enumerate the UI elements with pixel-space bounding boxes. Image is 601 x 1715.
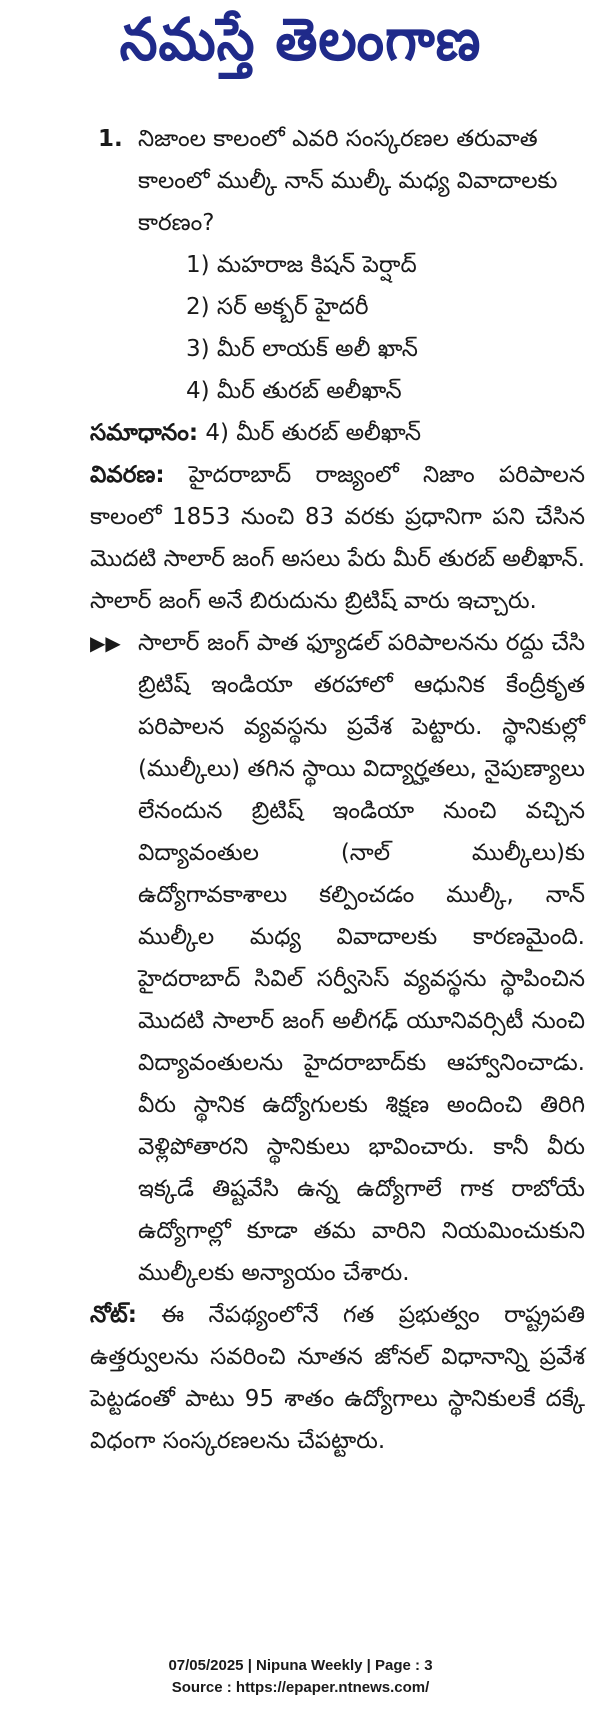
answer <box>90 412 585 454</box>
question-number: 1. <box>98 126 123 152</box>
article-body <box>90 118 585 1462</box>
double-arrow-icon: ▶▶ <box>90 631 121 655</box>
question-text: నిజాంల కాలంలో ఎవరి సంస్కరణల తరువాత కాలంలో ముల్కీ నాన్ ముల్కీ మధ్య వివాదాలకు కారణం? <box>138 126 558 236</box>
option-4: 4) మీర్ తురబ్ అలీఖాన్ <box>186 378 402 404</box>
option-1: 1) మహరాజ కిషన్ పెర్షాద్ <box>186 252 417 278</box>
bullet-text: సాలార్ జంగ్ పాత ఫ్యూడల్ పరిపాలనను రద్దు చేసి బ్రిటిష్ ఇండియా తరహాలో ఆధునిక కేంద్రీకృత పరిపాలన వ్యవస్థను ప్రవేశ పెట్టారు. స్థానికుల్లో (ముల్కీలు) తగిన స్థాయి విద్యార్హతలు, నైపుణ్యాలు లేనందున బ్రిటిష్ ఇండియా నుంచి వచ్చిన విద్యావంతుల (నాల్ ముల్కీలు)కు ఉద్యోగావకాశాలు కల్పించడం ముల్కీ, నాన్ ముల్కీల మధ్య వివాదాలకు కారణమైంది. హైదరాబాద్ సివిల్ సర్వీసెస్ వ్యవస్థను స్థాపించిన మొదటి సాలార్ జంగ్ అలీగఢ్ యూనివర్సిటీ నుంచి విద్యావంతులను హైదరాబాద్‌కు ఆహ్వానించాడు. వీరు స్థానిక ఉద్యోగులకు శిక్షణ అందించి తిరిగి వెళ్లిపోతారని స్థానికులు భావించారు. కానీ వీరు ఇక్కడే తిష్టవేసి ఉన్న ఉద్యోగాలే గాక రాబోయే ఉద్యోగాల్లో కూడా తమ వారిని నియమించుకుని ముల్కీలకు అన్యాయం చేశారు. <box>138 630 585 1286</box>
note <box>90 1294 585 1462</box>
footer <box>0 1655 601 1699</box>
question <box>90 118 585 244</box>
bullet-paragraph <box>90 622 585 1294</box>
option-3: 3) మీర్ లాయక్ అలీ ఖాన్ <box>186 336 418 362</box>
explanation <box>90 454 585 622</box>
answer-text: 4) మీర్ తురబ్ అలీఖాన్ <box>205 420 421 446</box>
explanation-label: వివరణ: <box>90 462 165 488</box>
footer-source-line: Source : https://epaper.ntnews.com/ <box>171 1679 430 1696</box>
note-label: నోట్: <box>90 1302 137 1328</box>
options-list <box>186 244 585 412</box>
explanation-text: హైదరాబాద్ రాజ్యంలో నిజాం పరిపాలన కాలంలో 1853 నుంచి 83 వరకు ప్రధానిగా పని చేసిన మొదటి సాలార్ జంగ్ అసలు పేరు మీర్ తురబ్ అలీఖాన్. సాలార్ జంగ్ అనే బిరుదును బ్రిటిష్ వారు ఇచ్చారు. <box>90 462 585 614</box>
option-2: 2) సర్ అక్బర్ హైదరీ <box>186 294 369 320</box>
masthead-logo: నమస్తే తెలంగాణ <box>119 4 482 74</box>
masthead <box>0 0 601 82</box>
footer-date-line: 07/05/2025 | Nipuna Weekly | Page : 3 <box>168 1657 433 1674</box>
note-text: ఈ నేపథ్యంలోనే గత ప్రభుత్వం రాష్ట్రపతి ఉత్తర్వులను సవరించి నూతన జోనల్ విధానాన్ని ప్రవేశ పెట్టడంతో పాటు 95 శాతం ఉద్యోగాలు స్థానికులకే దక్కే విధంగా సంస్కరణలను చేపట్టారు. <box>90 1302 585 1454</box>
answer-label: సమాధానం: <box>90 420 199 446</box>
